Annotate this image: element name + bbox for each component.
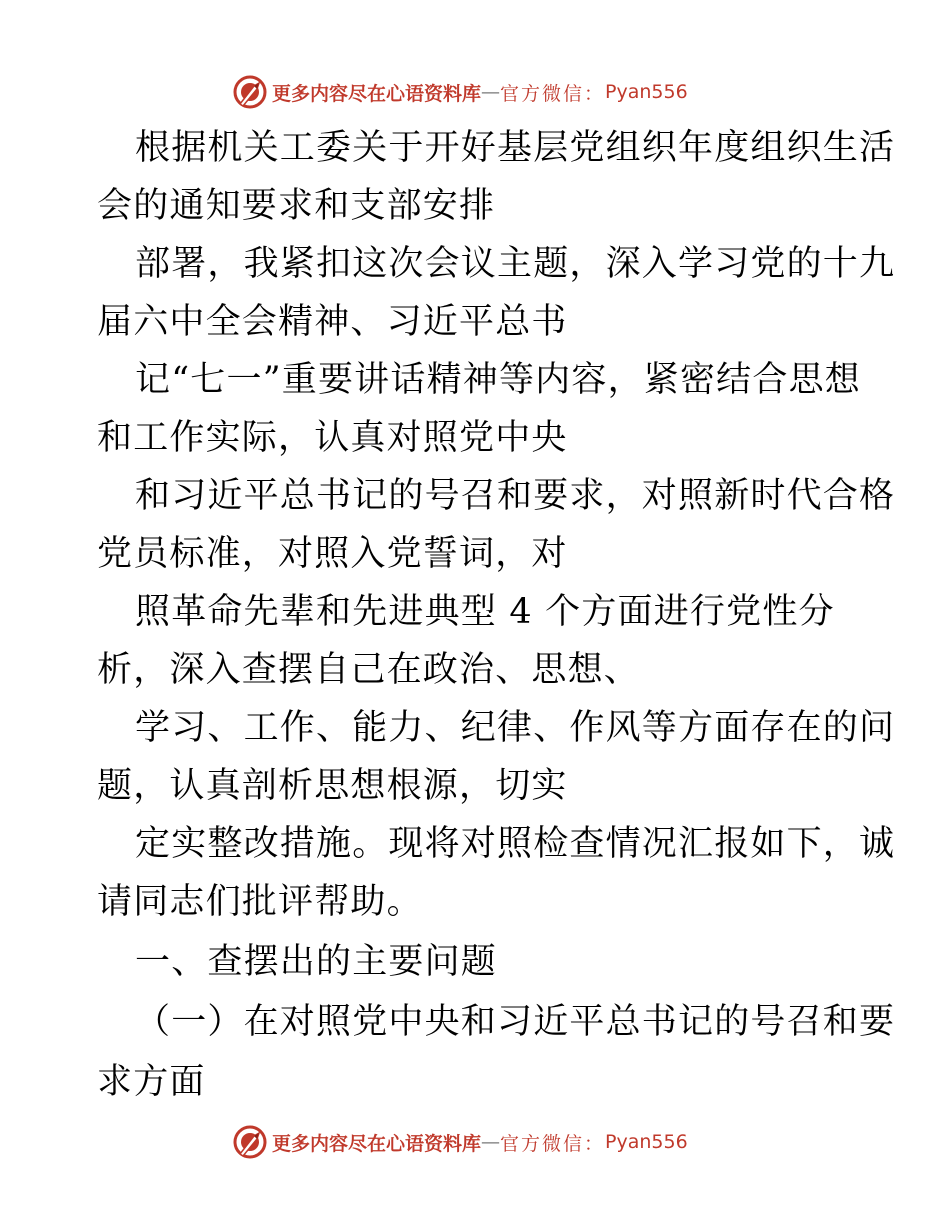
pen-logo-icon <box>232 1124 268 1160</box>
watermark-text: 更多内容尽在心语资料库 <box>272 82 482 105</box>
watermark-text: 更多内容尽在心语资料库 <box>272 1132 482 1155</box>
watermark-wechat-id: Pyan556 <box>605 81 688 103</box>
subsection-heading: （一）在对照党中央和习近平总书记的号召和要 <box>135 1002 896 1042</box>
paragraph-line: 和工作实际，认真对照党中央 <box>97 418 568 458</box>
paragraph-line: 会的通知要求和支部安排 <box>97 186 496 226</box>
paragraph-line: 学习、工作、能力、纪律、作风等方面存在的问 <box>135 708 896 748</box>
paragraph-line: 根据机关工委关于开好基层党组织年度组织生活 <box>135 128 896 168</box>
paragraph-line: 照革命先辈和先进典型 4 个方面进行党性分 <box>135 592 835 632</box>
paragraph-line: 定实整改措施。现将对照检查情况汇报如下，诚 <box>135 824 896 864</box>
watermark-wechat-label: 官方微信： <box>500 1132 606 1155</box>
watermark-wechat-label: 官方微信： <box>500 82 606 105</box>
watermark-separator: — <box>481 1131 501 1153</box>
watermark-wechat-id: Pyan556 <box>605 1131 688 1153</box>
paragraph-line: 析，深入查摆自己在政治、思想、 <box>97 650 641 690</box>
watermark-footer <box>232 1122 688 1162</box>
paragraph-line: 题，认真剖析思想根源，切实 <box>97 766 568 806</box>
paragraph-line: 部署，我紧扣这次会议主题，深入学习党的十九 <box>135 244 896 284</box>
paragraph-line: 记“七一”重要讲话精神等内容，紧密结合思想 <box>135 360 861 400</box>
paragraph-line: 党员标准，对照入党誓词，对 <box>97 534 568 574</box>
subsection-heading-continued: 求方面 <box>97 1062 206 1102</box>
paragraph-line: 请同志们批评帮助。 <box>97 882 423 922</box>
paragraph-line: 届六中全会精神、习近平总书 <box>97 302 568 342</box>
watermark-separator: — <box>481 81 501 103</box>
paragraph-line: 和习近平总书记的号召和要求，对照新时代合格 <box>135 476 896 516</box>
watermark-header <box>232 72 688 112</box>
section-heading: 一、查摆出的主要问题 <box>135 942 498 982</box>
pen-logo-icon <box>232 74 268 110</box>
